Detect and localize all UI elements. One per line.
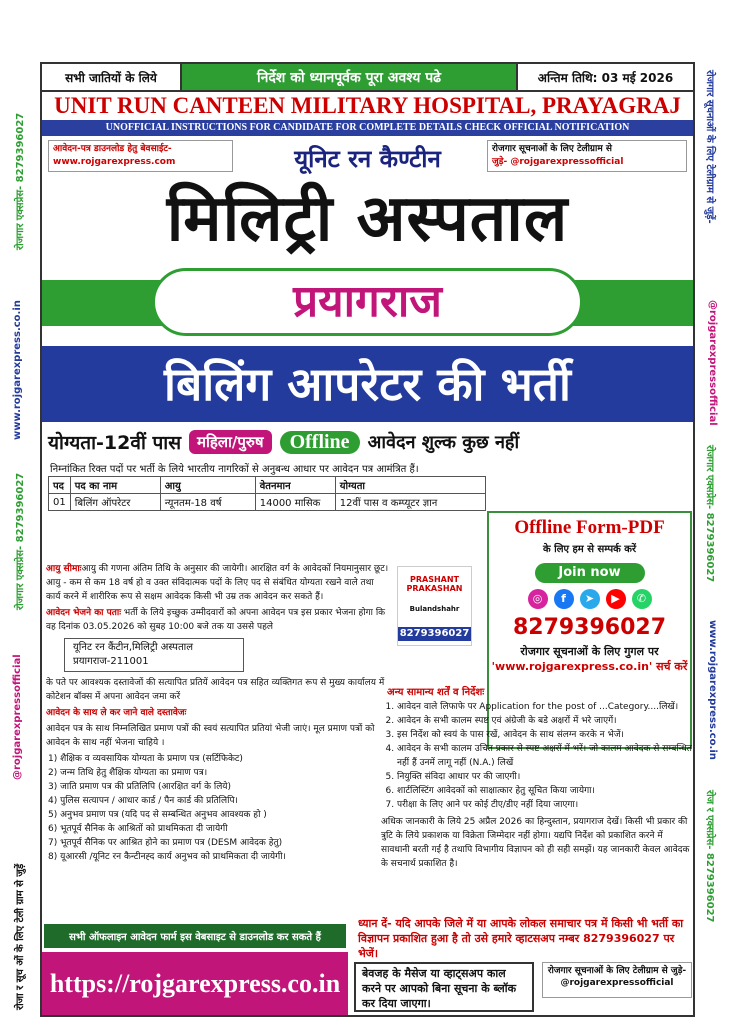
whatsapp-icon[interactable]: ✆ bbox=[632, 589, 652, 609]
top-bar bbox=[42, 64, 693, 92]
facebook-icon[interactable]: f bbox=[554, 589, 574, 609]
table-cell: बिलिंग ऑपरेटर bbox=[70, 494, 160, 511]
instagram-icon[interactable]: ◎ bbox=[528, 589, 548, 609]
age-paragraph bbox=[46, 562, 391, 604]
download-banner: सभी ऑफलाइन आवेदन फार्म इस वेबसाइट से डाउनलोड कर सकते हैं bbox=[42, 922, 348, 950]
last-date-label: अन्तिम तिथि: 03 मई 2026 bbox=[537, 70, 674, 85]
side-text-left-3: रोजगार एक्सप्रेस- 8279396027 bbox=[15, 472, 26, 610]
english-title: UNIT RUN CANTEEN MILITARY HOSPITAL, PRAYAGRAJ bbox=[54, 93, 681, 118]
list-item: 4) पुलिस सत्यापन / आधार कार्ड / पैन कार्ड की प्रतिलिपि। bbox=[48, 796, 238, 806]
side-text-right-4: www.rojgarexpress.co.in bbox=[707, 620, 718, 760]
table-header: वेतनमान bbox=[255, 477, 335, 494]
age-label: आयु सीमाः bbox=[46, 564, 82, 574]
list-item: 6) भूतपूर्व सैनिक के आश्रितों को प्राथमिकता दी जायेगी bbox=[48, 824, 228, 834]
eligibility-row bbox=[42, 426, 693, 458]
vacancy-table bbox=[48, 476, 486, 511]
list-item: 5. नियुक्ति संविदा आधार पर की जाएगी। bbox=[397, 770, 692, 784]
download-label: आवेदन-पत्र डाउनलोड हेतु बेवसाईट- bbox=[53, 144, 172, 154]
address-paragraph bbox=[46, 606, 391, 634]
intro-text: निम्नांकित रिक्त पदों पर भर्ती के लिये भारतीय नागरिकों से अनुबन्ध आधार पर आवेदन पत्र आमंत्रित हैं। bbox=[50, 464, 419, 475]
notice-text: ध्यान दें- यदि आपके जिले में या आपके लोकल समाचार पत्र में किसी भी भर्ती का विज्ञापन प्रकाशित हुआ है तो उसे हमारे व्हाटसअप नम्बर 8279396027 पर भेजें। bbox=[358, 917, 684, 960]
table-header-row bbox=[49, 477, 486, 494]
documents-list bbox=[46, 752, 391, 864]
ad-phone: 8279396027 bbox=[512, 615, 667, 640]
qualification-label: योग्यता-12वीं पास bbox=[48, 432, 182, 454]
table-header: योग्यता bbox=[335, 477, 485, 494]
address-line: प्रयागराज-211001 bbox=[73, 656, 149, 667]
general-rules bbox=[367, 686, 692, 871]
ad-title: Offline Form-PDF bbox=[514, 517, 665, 538]
gender-badge: महिला/पुरुष bbox=[189, 430, 272, 454]
telegram-icon[interactable]: ➤ bbox=[580, 589, 600, 609]
download-link[interactable]: www.rojgarexpress.com bbox=[53, 157, 176, 167]
documents-label: आवेदन के साथ ले कर जाने वाले दस्तावेजः bbox=[46, 708, 187, 718]
publisher-place: Bulandshahr bbox=[409, 605, 460, 613]
table-header: पद का नाम bbox=[70, 477, 160, 494]
social-icons bbox=[489, 589, 690, 609]
list-item: 1) शैक्षिक व व्यवसायिक योग्यता के प्रमाण पत्र (सर्टिफिकेट) bbox=[48, 754, 243, 764]
age-text: आयु की गणना अंतिम तिथि के अनुसार की जायेगी। आरक्षित वर्ग के आवेदकों नियमानुसार छूट। आयु - कम से कम 18 वर्ष हो व उक्त संविदात्मक पदों के लिए पद से संबंधित योग्यता रखने वाले तथा कार्य करने में शारीरिक रूप से सक्षम आवेदक किसी भी उम्र तक आवेदन कर सकते हैं। bbox=[46, 564, 389, 602]
table-row bbox=[49, 494, 486, 511]
ad-subtitle: के लिए हम से सम्पर्क करें bbox=[542, 544, 637, 555]
list-item: 2) जन्म तिथि हेतु शैक्षिक योग्यता का प्रमाण पत्र। bbox=[48, 768, 208, 778]
block-warning: बेवजह के मैसेज या व्हाट्सअप काल करने पर आपको बिना सूचना के ब्लॉक कर दिया जाएगा। bbox=[354, 962, 534, 1012]
header-row bbox=[42, 136, 693, 176]
read-instructions-label: निर्देश को ध्यानपूर्वक पूरा अवश्य पढे bbox=[182, 64, 518, 90]
side-text-right-1: रोजगार सूचनाओं के लिए टेलीग्राम से जुड़ें- bbox=[704, 70, 715, 224]
list-item: 3. इस निर्देश को स्वयं के पास रखें, आवेदन के साथ संलग्न करके न भेजें। bbox=[397, 728, 692, 742]
publisher-phone: 8279396027 bbox=[399, 628, 470, 639]
list-item: 3) जाति प्रमाण पत्र की प्रतिलिपि (आरक्षित वर्ग के लिये) bbox=[48, 782, 232, 792]
post-title: बिलिंग आपरेटर की भर्ती bbox=[42, 346, 693, 422]
telegram-handle[interactable]: जुड़े- @rojgarexpressofficial bbox=[492, 157, 624, 167]
city-title: प्रयागराज bbox=[152, 268, 583, 336]
side-text-left-1: रोजगार एक्सप्रेस- 8279396027 bbox=[15, 112, 26, 250]
side-text-right-2: @rojgarexpressofficial bbox=[707, 300, 718, 426]
telegram-label: रोजगार सूचनाओं के लिए टेलीग्राम से bbox=[492, 144, 612, 154]
table-header: आयु bbox=[160, 477, 255, 494]
all-castes-label: सभी जातियों के लिये bbox=[42, 64, 182, 90]
telegram-footer[interactable]: रोजगार सूचनाओं के लिए टेलीग्राम से जुड़े- @rojgarexpressofficial bbox=[542, 962, 692, 998]
ad-google-text: रोजगार सूचनाओं के लिए गुगल पर bbox=[520, 645, 659, 658]
download-website-box bbox=[48, 140, 233, 172]
ad-url[interactable]: 'www.rojgarexpress.co.in' सर्च करें bbox=[491, 660, 688, 673]
publisher-logo bbox=[397, 566, 472, 646]
list-item: 6. शार्टलिस्टिंग आवेदकों को साक्षात्कार हेतु सूचित किया जायेगा। bbox=[397, 784, 692, 798]
table-cell: न्यूनतम-18 वर्ष bbox=[160, 494, 255, 511]
list-item: 7. परीक्षा के लिए आने पर कोई टीए/डीए नहीं दिया जाएगा। bbox=[397, 798, 692, 812]
more-info-text: अधिक जानकारी के लिये 25 अप्रैल 2026 का हिन्दुस्तान, प्रयागराज देखें। किसी भी प्रकार की त्रुटि के लिये प्रकाशक या विक्रेता जिम्मेदार नहीं होगा। यद्यपि निर्देश को प्रकाशित करने में सावधानी बरती गई है तथापि विभागीय विज्ञापन को ही सही समझें। यह जानकारी केवल आवेदक के सचनार्थ प्रकाशित है। bbox=[381, 817, 690, 869]
address-text: भर्ती के लिये इच्छुक उम्मीदवारों को अपना आवेदन पत्र इस प्रकार भेजना होगा कि वह दिनांक 03.05.2026 को सुबह 10:00 बजे तक या उससे पहले bbox=[46, 608, 386, 632]
list-item: 4. आवेदन के सभी कालम उचित प्रकार से स्पष्ट अक्षरों में भरें। जो कालम आवेदक से सम्बन्धित नहीं हैं उनमें लागू नहीं (N.A.) लिखें bbox=[397, 742, 692, 770]
list-item: 5) अनुभव प्रमाण पत्र (यदि पद से सम्बन्धित अनुभव आवश्यक हो ) bbox=[48, 810, 267, 820]
notice-page bbox=[40, 62, 695, 1017]
side-text-left-4: @rojgarexpressofficial bbox=[12, 654, 23, 780]
website-link[interactable]: https://rojgarexpress.co.in bbox=[42, 952, 348, 1015]
city-banner bbox=[42, 262, 693, 342]
rules-list bbox=[367, 700, 692, 812]
join-now-button[interactable]: Join now bbox=[535, 563, 645, 583]
publisher-name: PRASHANT PRAKASHAN bbox=[406, 575, 463, 593]
telegram-box bbox=[487, 140, 687, 172]
list-item: 2. आवेदन के सभी कालम स्पष्ट एवं अंग्रेजी के बडे अक्षरों में भरे जाएगें। bbox=[397, 714, 692, 728]
address-line: यूनिट रन कैंटीन,मिलिट्री अस्पताल bbox=[73, 642, 194, 653]
list-item: 7) भूतपूर्व सैनिक पर आश्रित होने का प्रमाण पत्र (DESM आवेदक हेतु) bbox=[48, 838, 283, 848]
military-hospital-title: मिलिट्री अस्पताल bbox=[166, 182, 569, 256]
list-item: 8) यूआरसी /यूनिट रन कैन्टीनह्द कार्य अनुभव को प्राथमिकता दी जायेगी। bbox=[48, 852, 286, 862]
address-box bbox=[64, 638, 244, 672]
table-cell: 14000 मासिक bbox=[255, 494, 335, 511]
mode-badge: Offline bbox=[280, 431, 360, 454]
documents-text: आवेदन पत्र के साथ निम्नलिखित प्रमाण पत्रों की स्वयं सत्यापित प्रतियां भेजी जाएं। मूल प्रमाण पत्रों को आवेदन के साथ नहीं भेजना चाहिये । bbox=[46, 724, 375, 748]
rules-label: अन्य सामान्य शर्तें व निर्देशः bbox=[387, 687, 485, 698]
table-cell: 12वीं पास व कम्प्यूटर ज्ञान bbox=[335, 494, 485, 511]
unit-run-canteen-title: यूनिट रन कैण्टीन bbox=[294, 145, 441, 173]
table-header: पद bbox=[49, 477, 71, 494]
side-text-left-2: www.rojgarexpress.co.in bbox=[12, 300, 23, 440]
side-text-right-5: रोज र एक्सप्रेस- 8279396027 bbox=[704, 790, 715, 923]
english-subtitle: UNOFFICIAL INSTRUCTIONS FOR CANDIDATE FOR COMPLETE DETAILS CHECK OFFICIAL NOTIFICATION bbox=[42, 120, 693, 136]
table-cell: 01 bbox=[49, 494, 71, 511]
details-section bbox=[46, 562, 391, 864]
address-label: आवेदन भेजने का पताः bbox=[46, 608, 122, 618]
list-item: 1. आवेदन वाले लिफाफे पर Application for the post of ...Category....लिखें। bbox=[397, 700, 692, 714]
fee-label: आवेदन शुल्क कुछ नहीं bbox=[367, 432, 520, 453]
youtube-icon[interactable]: ▶ bbox=[606, 589, 626, 609]
side-text-left-5: रोजा र सूच ओं के लिए टेली ग्राम से जुड़ें bbox=[15, 863, 26, 1010]
side-text-right-3: रोजगार एक्सप्रेस- 8279396027 bbox=[704, 445, 715, 583]
submit-text: के पते पर आवश्यक दस्तावेजों की सत्यापित प्रतियें आवेदन पत्र सहित व्यक्तिगत रूप से मुख्य कार्यालय में कोटेशन बॉक्स में अपना आवेदन जमा करें bbox=[46, 678, 385, 702]
